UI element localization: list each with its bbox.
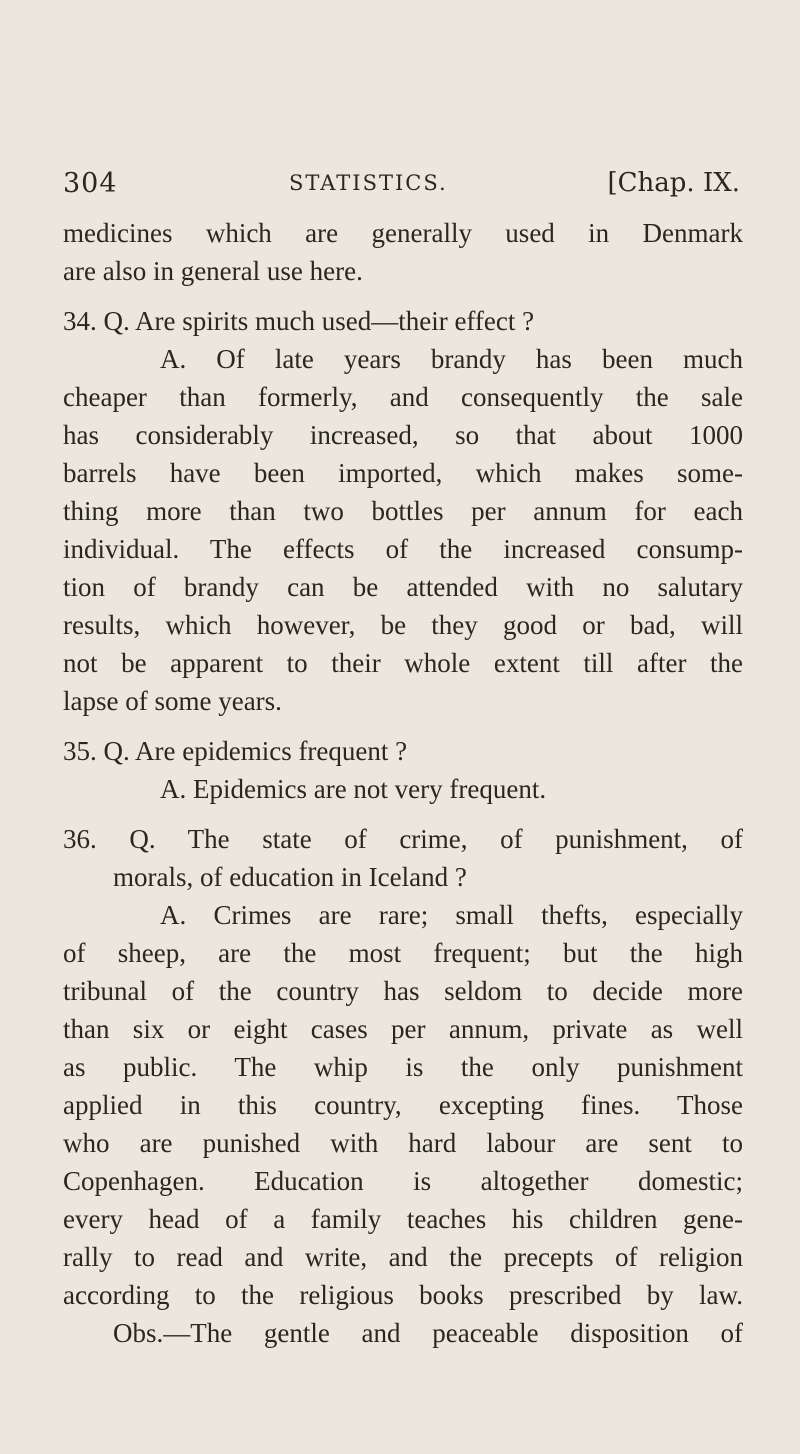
- text-line: results, which however, be they good or bad, will: [63, 610, 743, 640]
- text-line: 34. Q. Are spirits much used—their effect ?: [63, 306, 535, 336]
- text-line: not be apparent to their whole extent till after the: [63, 648, 743, 678]
- text-line: tribunal of the country has seldom to decide more: [63, 976, 743, 1006]
- text-line: morals, of education in Iceland ?: [113, 862, 467, 892]
- text-line: who are punished with hard labour are sent to: [63, 1128, 743, 1158]
- text-line: Obs.—The gentle and peaceable disposition of: [113, 1318, 743, 1348]
- text-line: medicines which are generally used in Denmark: [63, 218, 743, 248]
- text-line: A. Of late years brandy has been much: [160, 344, 743, 374]
- text-line: A. Epidemics are not very frequent.: [160, 774, 547, 804]
- text-line: individual. The effects of the increased consump-: [63, 534, 743, 564]
- text-line: 36. Q. The state of crime, of punishment, of: [63, 824, 743, 854]
- text-line: of sheep, are the most frequent; but the high: [63, 938, 743, 968]
- text-line: every head of a family teaches his children gene-: [63, 1204, 743, 1234]
- text-line: tion of brandy can be attended with no salutary: [63, 572, 743, 602]
- body-text: [63, 214, 743, 1352]
- text-line: rally to read and write, and the precepts of religion: [63, 1242, 743, 1272]
- text-line: thing more than two bottles per annum for each: [63, 496, 743, 526]
- text-line: applied in this country, excepting fines. Those: [63, 1090, 743, 1120]
- text-line: as public. The whip is the only punishment: [63, 1052, 743, 1082]
- running-head: STATISTICS.: [289, 171, 448, 195]
- text-line: has considerably increased, so that about 1000: [63, 420, 743, 450]
- text-line: A. Crimes are rare; small thefts, especially: [160, 900, 743, 930]
- chapter-reference: [Chap. IX.: [607, 168, 740, 198]
- text-line: lapse of some years.: [63, 686, 282, 716]
- page-number: 304: [63, 168, 118, 199]
- text-line: Copenhagen. Education is altogether domestic;: [63, 1166, 743, 1196]
- text-line: than six or eight cases per annum, private as well: [63, 1014, 743, 1044]
- page-header: [63, 168, 740, 208]
- text-line: cheaper than formerly, and consequently the sale: [63, 382, 743, 412]
- text-line: according to the religious books prescribed by law.: [63, 1280, 743, 1310]
- text-line: 35. Q. Are epidemics frequent ?: [63, 736, 408, 766]
- text-line: barrels have been imported, which makes some-: [63, 458, 743, 488]
- text-line: are also in general use here.: [63, 256, 363, 286]
